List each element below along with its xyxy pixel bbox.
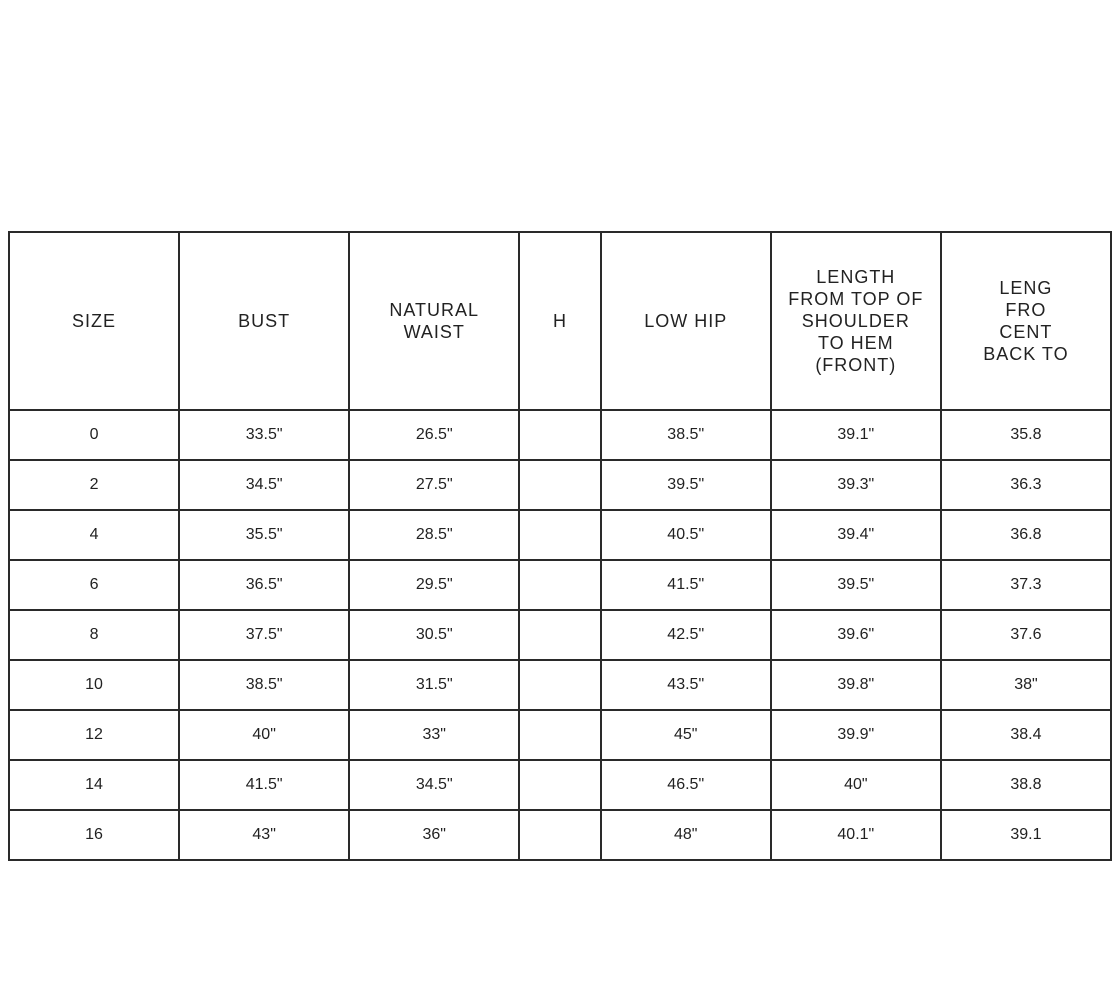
table-row [9, 510, 1111, 560]
table-cell: 12 [9, 710, 179, 760]
table-cell: 39.1 [941, 810, 1111, 860]
table-cell: 16 [9, 810, 179, 860]
table-cell [519, 760, 600, 810]
table-row [9, 660, 1111, 710]
table-cell: 29.5" [349, 560, 519, 610]
table-cell: 35.8 [941, 410, 1111, 460]
header-row [9, 232, 1111, 410]
header-bust: BUST [179, 232, 349, 410]
table-cell: 39.6" [771, 610, 941, 660]
table-row [9, 460, 1111, 510]
table-cell: 43" [179, 810, 349, 860]
table-cell: 39.8" [771, 660, 941, 710]
table-row [9, 810, 1111, 860]
table-cell: 43.5" [601, 660, 771, 710]
table-cell: 38.4 [941, 710, 1111, 760]
table-cell: 4 [9, 510, 179, 560]
header-hip: H [519, 232, 600, 410]
table-cell: 36.8 [941, 510, 1111, 560]
table-row [9, 760, 1111, 810]
table-cell: 27.5" [349, 460, 519, 510]
table-cell: 34.5" [349, 760, 519, 810]
table-row [9, 560, 1111, 610]
table-cell: 39.3" [771, 460, 941, 510]
header-length-front: LENGTH FROM TOP OF SHOULDER TO HEM (FRONT) [771, 232, 941, 410]
table-cell: 38.5" [601, 410, 771, 460]
table-cell: 41.5" [179, 760, 349, 810]
table-cell: 39.1" [771, 410, 941, 460]
table-cell: 26.5" [349, 410, 519, 460]
table-cell: 39.9" [771, 710, 941, 760]
table-cell: 38.8 [941, 760, 1111, 810]
table-cell: 42.5" [601, 610, 771, 660]
table-cell: 41.5" [601, 560, 771, 610]
table-cell [519, 810, 600, 860]
table-cell: 39.4" [771, 510, 941, 560]
table-cell: 35.5" [179, 510, 349, 560]
table-row [9, 710, 1111, 760]
table-cell: 36.3 [941, 460, 1111, 510]
table-cell [519, 660, 600, 710]
header-natural-waist: NATURAL WAIST [349, 232, 519, 410]
table-cell [519, 560, 600, 610]
table-cell: 48" [601, 810, 771, 860]
table-cell: 40.1" [771, 810, 941, 860]
table-cell: 38.5" [179, 660, 349, 710]
table-cell: 6 [9, 560, 179, 610]
table-cell: 36.5" [179, 560, 349, 610]
table-cell: 10 [9, 660, 179, 710]
table-cell [519, 610, 600, 660]
table-cell [519, 710, 600, 760]
table-cell: 45" [601, 710, 771, 760]
size-chart-table [8, 231, 1112, 861]
table-cell [519, 410, 600, 460]
table-cell: 40" [771, 760, 941, 810]
header-size: SIZE [9, 232, 179, 410]
table-cell: 36" [349, 810, 519, 860]
table-cell: 8 [9, 610, 179, 660]
table-cell: 31.5" [349, 660, 519, 710]
table-cell: 33" [349, 710, 519, 760]
table-cell: 30.5" [349, 610, 519, 660]
table-cell: 37.6 [941, 610, 1111, 660]
table-cell: 38" [941, 660, 1111, 710]
table-cell: 34.5" [179, 460, 349, 510]
table-cell [519, 510, 600, 560]
table-cell: 28.5" [349, 510, 519, 560]
table-cell: 2 [9, 460, 179, 510]
table-cell: 40" [179, 710, 349, 760]
table-cell: 33.5" [179, 410, 349, 460]
header-length-back: LENG FRO CENT BACK TO [941, 232, 1111, 410]
table-cell: 39.5" [601, 460, 771, 510]
table-row [9, 410, 1111, 460]
table-cell: 37.3 [941, 560, 1111, 610]
table-cell: 14 [9, 760, 179, 810]
table-cell [519, 460, 600, 510]
table-cell: 46.5" [601, 760, 771, 810]
table-cell: 40.5" [601, 510, 771, 560]
table-cell: 37.5" [179, 610, 349, 660]
table-cell: 39.5" [771, 560, 941, 610]
table-row [9, 610, 1111, 660]
header-low-hip: LOW HIP [601, 232, 771, 410]
table-cell: 0 [9, 410, 179, 460]
